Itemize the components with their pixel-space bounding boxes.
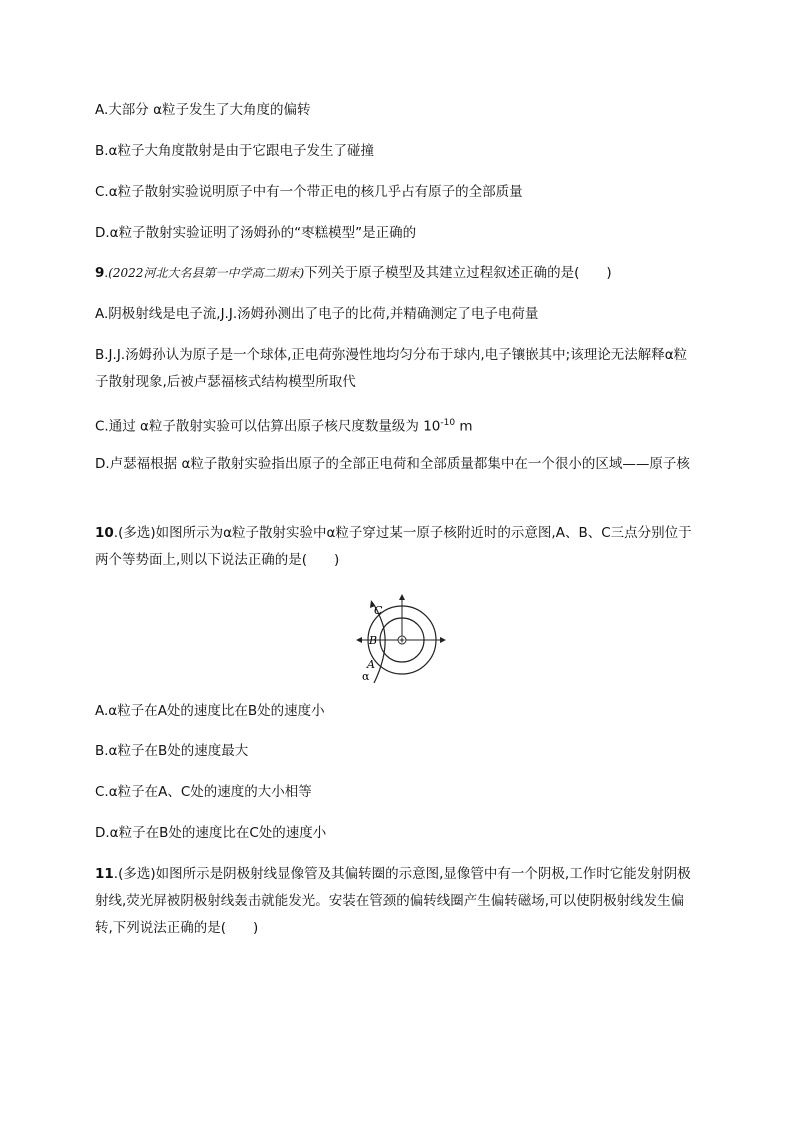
q9-number: 9 (95, 265, 105, 281)
q9-option-c-text: C.通过 α粒子散射实验可以估算出原子核尺度数量级为 10 (95, 418, 441, 435)
q10-option-b: B.α粒子在B处的速度最大 (95, 743, 249, 759)
q9-option-a: A.阴极射线是电子流,J.J.汤姆孙测出了电子的比荷,并精确测定了电子电荷量 (95, 306, 539, 322)
q10-option-c: C.α粒子在A、C处的速度的大小相等 (95, 784, 312, 800)
q9-stem-text: 下列关于原子模型及其建立过程叙述正确的是( ) (304, 265, 612, 281)
q8-option-d: D.α粒子散射实验证明了汤姆孙的“枣糕模型”是正确的 (95, 225, 417, 241)
q10-stem-text: 如图所示为α粒子散射实验中α粒子穿过某一原子核附近时的示意图,A、B、C三点分别位于两个等势面上,则以下说法正确的是( ) (95, 525, 692, 568)
q10-option-a: A.α粒子在A处的速度比在B处的速度小 (95, 703, 325, 719)
q11-number: 11 (95, 866, 114, 882)
label-b: B (369, 634, 378, 647)
q8-option-a: A.大部分 α粒子发生了大角度的偏转 (95, 102, 311, 118)
q9-option-c-exp: -10 (440, 418, 456, 428)
q11-tag: .(多选) (113, 866, 156, 882)
q11-stem-text: 如图所示是阴极射线显像管及其偏转圈的示意图,显像管中有一个阴极,工作时它能发射阴极射线,荧光屏被阴极射线轰击就能发光。安装在管颈的偏转线圈产生偏转磁场,可以使阴极射线发生偏转,下列说法正确的是( ) (95, 866, 691, 936)
alpha-scattering-figure (350, 590, 450, 690)
q10-stem (95, 520, 695, 574)
q8-option-b: B.α粒子大角度散射是由于它跟电子发生了碰撞 (95, 143, 374, 159)
q9-stem (95, 260, 695, 287)
q10-number: 10 (95, 525, 114, 541)
label-c: C (374, 604, 383, 617)
q8-option-c: C.α粒子散射实验说明原子中有一个带正电的核几乎占有原子的全部质量 (95, 184, 523, 200)
q10-option-d: D.α粒子在B处的速度比在C处的速度小 (95, 825, 327, 841)
q9-option-c (95, 410, 695, 441)
q10-tag: .(多选) (113, 525, 156, 541)
q11-stem (95, 861, 695, 942)
q9-option-d: D.卢瑟福根据 α粒子散射实验指出原子的全部正电荷和全部质量都集中在一个很小的区域——原子核 (95, 456, 690, 472)
q9-option-b: B.J.J.汤姆孙认为原子是一个球体,正电荷弥漫性地均匀分布于球内,电子镶嵌其中;该理论无法解释α粒子散射现象,后被卢瑟福核式结构模型所取代 (95, 347, 688, 390)
q9-source: .(2022河北大名县第一中学高二期末) (104, 266, 305, 280)
label-alpha: α (362, 670, 370, 683)
label-a: A (367, 658, 375, 671)
q9-option-c-unit: m (455, 418, 473, 435)
